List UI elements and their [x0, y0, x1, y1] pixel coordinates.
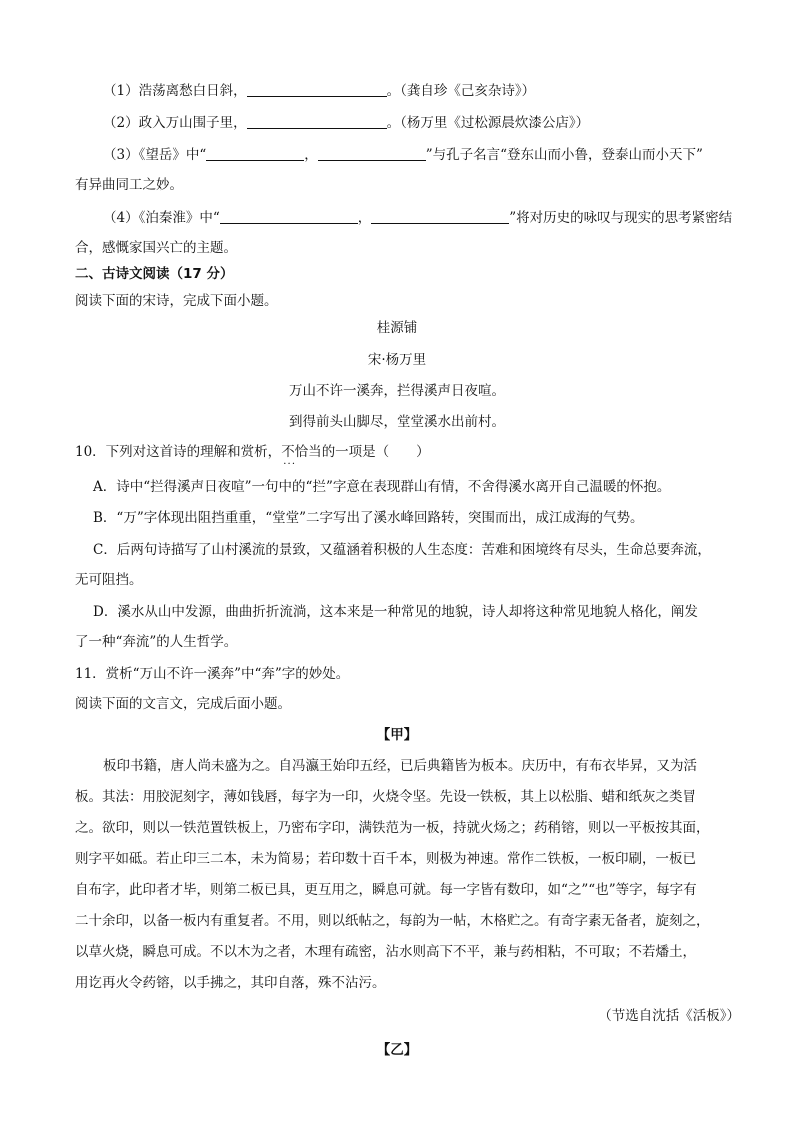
question-11: 11．赏析“万山不许一溪奔”中“奔”字的妙处。	[75, 666, 350, 682]
fill-q3-suffix: ”与孔子名言“登东山而小鲁，登泰山而小天下”	[425, 147, 703, 163]
poem-line-1: 万山不许一溪奔，拦得溪声日夜喧。	[289, 383, 505, 399]
answer-blank[interactable]	[247, 114, 387, 129]
fill-q3-prefix: （3）《望岳》中“	[103, 147, 207, 163]
answer-blank[interactable]	[318, 146, 426, 161]
fill-q4-suffix: ”将对历史的咏叹与现实的思考紧密结	[509, 210, 733, 226]
passage-line: 板印书籍，唐人尚未盛为之。自冯瀛王始印五经，已后典籍皆为板本。庆历中，有布衣毕昇，又为活	[103, 758, 697, 774]
option-b: B．“万”字体现出阻挡重重，“堂堂”二字写出了溪水峰回路转，突围而出，成江成海的气势。	[93, 510, 644, 526]
passage-line: 自布字，此印者才毕，则第二板已具，更互用之，瞬息可就。每一字皆有数印，如“之”“也”等字，每字有	[75, 882, 697, 898]
option-c-line1: C．后两句诗描写了山村溪流的景致，又蕴涵着积极的人生态度：苦难和困境终有尽头，生命总要奔流，	[93, 542, 711, 558]
passage-line: 板。其法：用胶泥刻字，薄如钱唇，每字为一印，火烧令坚。先设一铁板，其上以松脂、蜡和纸灰之类冒	[75, 789, 696, 805]
answer-blank[interactable]	[371, 209, 509, 224]
fill-q3-line2: 有异曲同工之妙。	[75, 177, 183, 193]
fill-q4-prefix: （4）《泊秦淮》中“	[103, 210, 220, 226]
poem-author: 宋·杨万里	[367, 352, 427, 368]
section-heading: 二、古诗文阅读（17 分）	[75, 266, 234, 282]
passage-jia-label: 【甲】	[376, 727, 418, 743]
answer-blank[interactable]	[247, 82, 387, 97]
passage-line: 二十余印，以备一板内有重复者。不用，则以纸帖之，每韵为一帖，木格贮之。有奇字素无备者，旋刻之，	[75, 913, 710, 929]
answer-blank[interactable]	[206, 146, 304, 161]
fill-q4-comma: ，	[357, 210, 372, 226]
passage-line: 则字平如砥。若止印三二本，未为简易；若印数十百千本，则极为神速。常作二铁板，一板印刷，一板已	[75, 851, 696, 867]
fill-question-2	[103, 113, 589, 133]
option-c-line2: 无可阻挡。	[75, 572, 143, 588]
q10-stem-pre: 10．下列对这首诗的理解和赏析，	[75, 444, 282, 460]
fill-q3-comma: ，	[304, 147, 318, 163]
q10-stem-post: 的一项是（ ）	[321, 444, 430, 460]
passage-line: 以草火烧，瞬息可成。不以木为之者，木理有疏密，沾水则高下不平，兼与药相粘，不可取；不若燔土，	[75, 944, 696, 960]
fill-question-1	[103, 81, 535, 101]
passage-yi-label: 【乙】	[376, 1042, 418, 1058]
poem-instructions: 阅读下面的宋诗，完成下面小题。	[75, 293, 278, 309]
option-d-line1: D．溪水从山中发源，曲曲折折流淌，这本来是一种常见的地貌，诗人却将这种常见地貌人格化，阐发	[93, 604, 698, 620]
question-10-stem	[75, 442, 430, 462]
fill-q4-line2: 合，感慨家国兴亡的主题。	[75, 240, 237, 256]
fill-q2-suffix: 。（杨万里《过松源晨炊漆公店》）	[386, 115, 590, 131]
prose-instructions: 阅读下面的文言文，完成后面小题。	[75, 696, 291, 712]
fill-q1-prefix: （1）浩荡离愁白日斜，	[103, 83, 247, 99]
passage-line: 用讫再火令药镕，以手拂之，其印自落，殊不沾污。	[75, 975, 386, 991]
poem-title: 桂源铺	[376, 320, 418, 336]
option-d-line2: 了一种“奔流”的人生哲学。	[75, 634, 238, 650]
fill-question-4	[103, 208, 732, 228]
fill-q1-suffix: 。（龚自珍《己亥杂诗》）	[386, 83, 536, 99]
fill-q2-prefix: （2）政入万山围子里，	[103, 115, 247, 131]
passage-source: （节选自沈括《活板》）	[598, 1008, 740, 1024]
fill-question-3	[103, 145, 703, 165]
passage-line: 之。欲印，则以一铁范置铁板上，乃密布字印，满铁范为一板，持就火炀之；药稍镕，则以一平板按其面，	[75, 820, 710, 836]
option-a: A．诗中“拦得溪声日夜喧”一句中的“拦”字意在表现群山有情，不舍得溪水离开自己温暖的怀抱。	[93, 479, 671, 495]
answer-blank[interactable]	[220, 209, 358, 224]
poem-line-2: 到得前头山脚尽，堂堂溪水出前村。	[289, 414, 505, 430]
q10-emphasis: 不恰当 · · ·	[281, 444, 322, 460]
